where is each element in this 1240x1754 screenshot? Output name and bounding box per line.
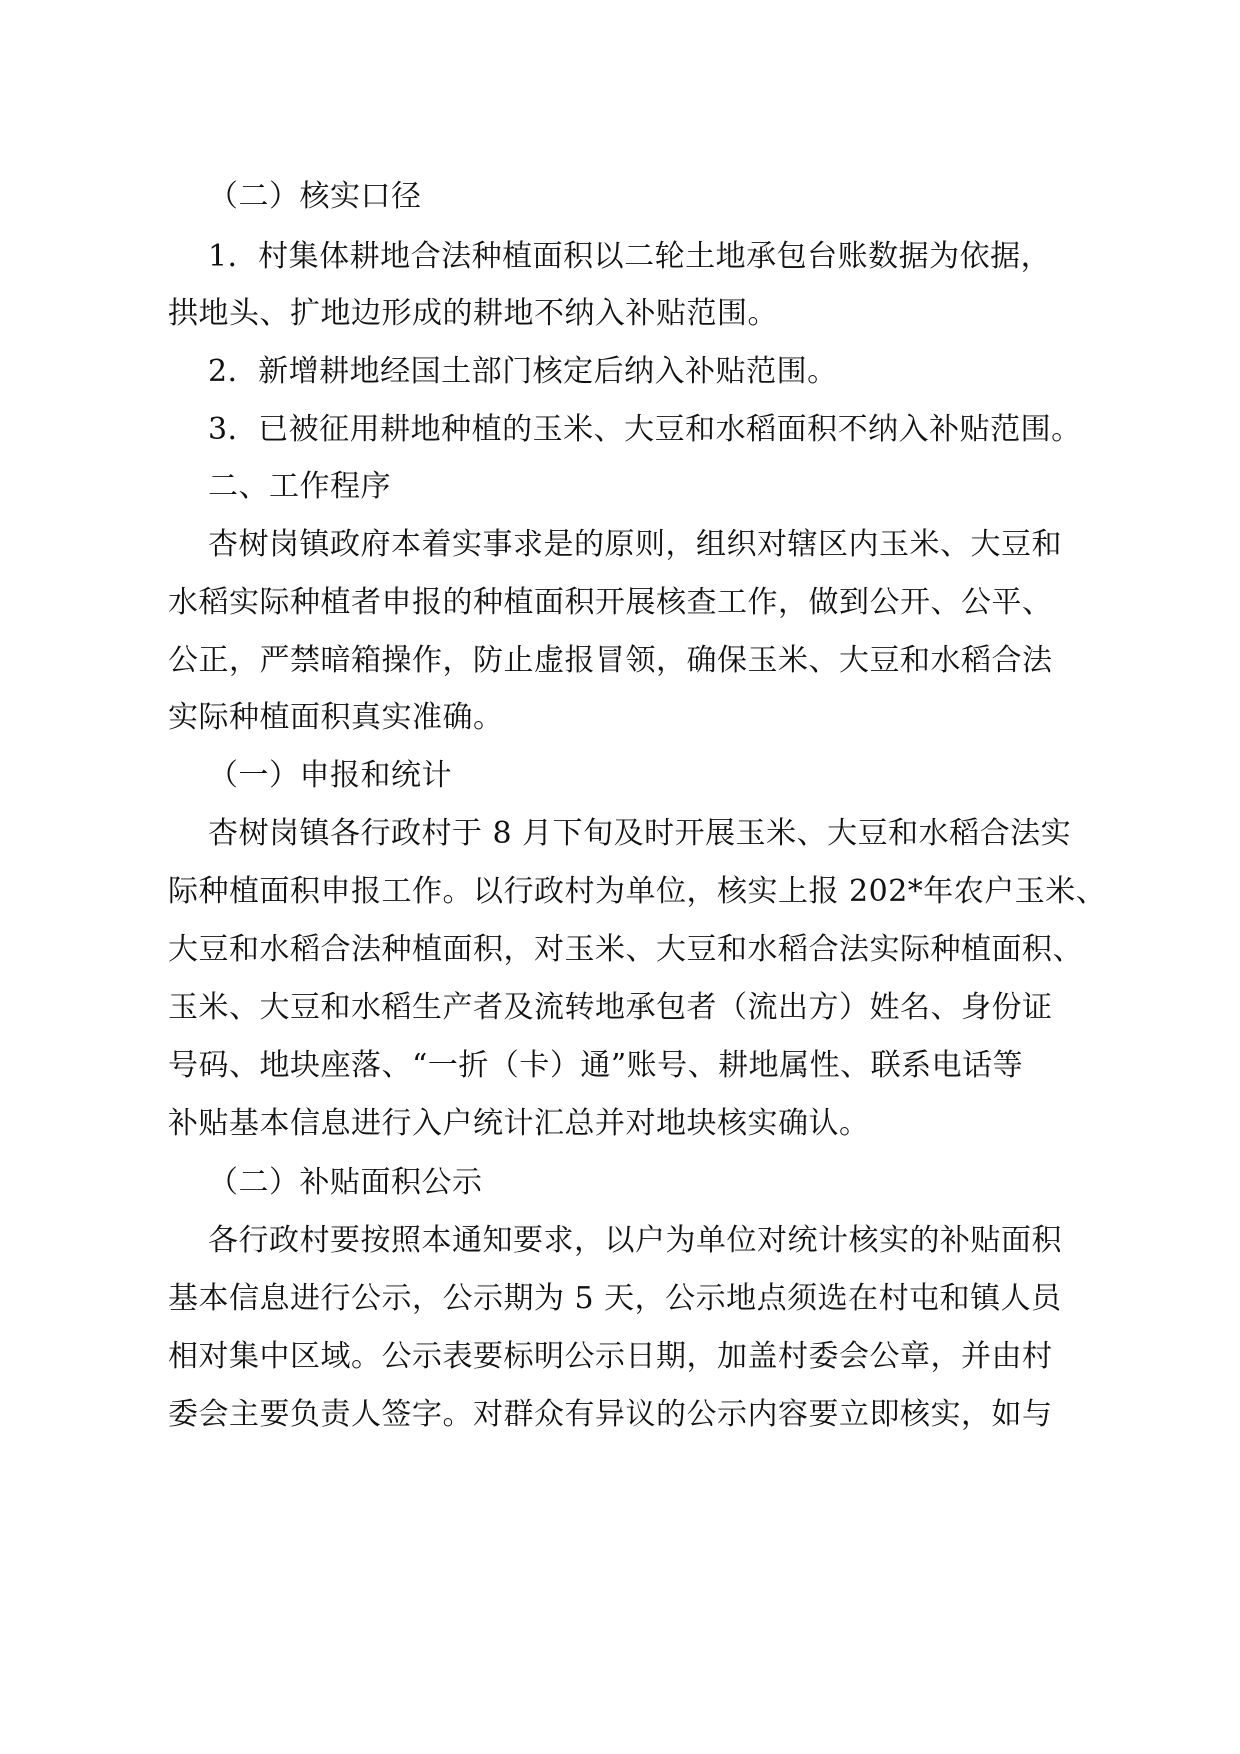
paragraph-line: 基本信息进行公示，公示期为 5 天，公示地点须选在村屯和镇人员 bbox=[168, 1281, 1062, 1316]
paragraph-line: 补贴基本信息进行入户统计汇总并对地块核实确认。 bbox=[168, 1106, 870, 1141]
paragraph-line: 公正，严禁暗箱操作，防止虚报冒领，确保玉米、大豆和水稻合法 bbox=[168, 643, 1053, 678]
section-heading: （二）补贴面积公示 bbox=[208, 1165, 483, 1200]
section-heading: （二）核实口径 bbox=[208, 179, 422, 214]
paragraph-line: 2．新增耕地经国土部门核定后纳入补贴范围。 bbox=[208, 354, 838, 389]
paragraph-line: 号码、地块座落、“一折（卡）通”账号、耕地属性、联系电话等 bbox=[168, 1048, 1024, 1083]
paragraph-line: 3．已被征用耕地种植的玉米、大豆和水稻面积不纳入补贴范围。 bbox=[208, 412, 1082, 447]
paragraph-line: 各行政村要按照本通知要求，以户为单位对统计核实的补贴面积 bbox=[208, 1223, 1062, 1258]
paragraph-line: 实际种植面积真实准确。 bbox=[168, 700, 504, 735]
paragraph-line: 水稻实际种植者申报的种植面积开展核查工作，做到公开、公平、 bbox=[168, 585, 1053, 620]
paragraph-line: 拱地头、扩地边形成的耕地不纳入补贴范围。 bbox=[168, 296, 778, 331]
paragraph-line: 委会主要负责人签字。对群众有异议的公示内容要立即核实，如与 bbox=[168, 1397, 1053, 1432]
paragraph-line: 杏树岗镇政府本着实事求是的原则，组织对辖区内玉米、大豆和 bbox=[208, 527, 1062, 562]
paragraph-line: 1．村集体耕地合法种植面积以二轮土地承包台账数据为依据， bbox=[208, 239, 1052, 274]
paragraph-line: 杏树岗镇各行政村于 8 月下旬及时开展玉米、大豆和水稻合法实 bbox=[208, 816, 1072, 851]
section-heading: 二、工作程序 bbox=[208, 469, 391, 504]
paragraph-line: 际种植面积申报工作。以行政村为单位，核实上报 202*年农户玉米、 bbox=[168, 874, 1107, 909]
section-heading: （一）申报和统计 bbox=[208, 758, 452, 793]
paragraph-line: 相对集中区域。公示表要标明公示日期，加盖村委会公章，并由村 bbox=[168, 1339, 1053, 1374]
paragraph-line: 玉米、大豆和水稻生产者及流转地承包者（流出方）姓名、身份证 bbox=[168, 990, 1053, 1025]
paragraph-line: 大豆和水稻合法种植面积，对玉米、大豆和水稻合法实际种植面积、 bbox=[168, 932, 1083, 967]
